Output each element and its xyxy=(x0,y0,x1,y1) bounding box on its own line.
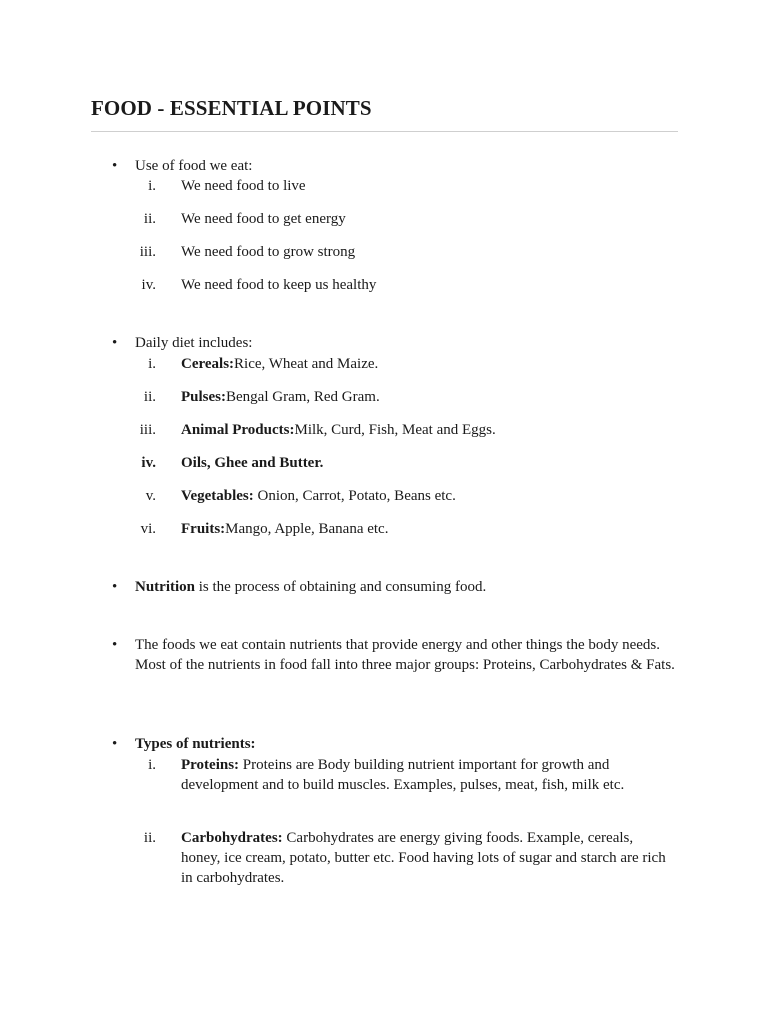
list-number: iv. xyxy=(141,455,156,471)
bullet-marker: • xyxy=(112,158,118,174)
bullet-marker: • xyxy=(112,579,118,595)
list-item: We need food to get energy xyxy=(181,211,346,227)
item-text: Proteins are Body building nutrient important for growth and development and to build muscles. Examples, pulses, meat, fish, milk etc. xyxy=(181,757,625,793)
item-term: Proteins: xyxy=(181,757,240,773)
item-term: Fruits: xyxy=(181,521,226,537)
bullet-marker: • xyxy=(112,736,118,752)
item-term: Carbohydrates: xyxy=(181,830,283,846)
nutrients-paragraph: The foods we eat contain nutrients that provide energy and other things the body needs. Most of the nutrients in food fall into three major groups: Proteins, Carbohydrates & Fats. xyxy=(135,637,675,673)
diet-heading: Daily diet includes: xyxy=(135,335,253,351)
list-number: iii. xyxy=(139,244,156,260)
nutrition-definition xyxy=(135,577,680,597)
bullet-marker: • xyxy=(112,335,118,351)
list-number: ii. xyxy=(143,389,156,405)
list-item: We need food to keep us healthy xyxy=(181,277,377,293)
uses-heading: Use of food we eat: xyxy=(135,158,253,174)
list-number: iv. xyxy=(141,277,156,293)
item-text: Carbohydrates are energy giving foods. Example, cereals, honey, ice cream, potato, butter etc. Food having lots of sugar and starch are rich in carbohydrates. xyxy=(181,830,666,886)
item-term: Oils, Ghee and Butter. xyxy=(181,455,324,471)
page-title: FOOD - ESSENTIAL POINTS xyxy=(91,96,372,120)
item-text: Rice, Wheat and Maize. xyxy=(234,356,379,372)
list-item xyxy=(181,486,676,506)
list-item xyxy=(181,387,676,407)
item-term: Vegetables: xyxy=(181,488,254,504)
item-text: Milk, Curd, Fish, Meat and Eggs. xyxy=(294,422,496,438)
list-item xyxy=(181,755,673,795)
item-term: Animal Products: xyxy=(181,422,295,438)
item-term: Pulses: xyxy=(181,389,226,405)
item-text: Mango, Apple, Banana etc. xyxy=(225,521,389,537)
list-number: i. xyxy=(148,178,156,194)
title-divider xyxy=(91,131,678,132)
list-number: ii. xyxy=(143,211,156,227)
list-item xyxy=(181,354,676,374)
list-item: We need food to live xyxy=(181,178,306,194)
item-text: Onion, Carrot, Potato, Beans etc. xyxy=(253,488,456,504)
list-item xyxy=(181,453,676,473)
types-heading: Types of nutrients: xyxy=(135,736,256,752)
list-item xyxy=(181,519,676,539)
list-item xyxy=(181,420,676,440)
list-number: vi. xyxy=(140,521,156,537)
nutrition-text: is the process of obtaining and consuming food. xyxy=(195,579,487,595)
list-number: ii. xyxy=(143,830,156,846)
list-number: iii. xyxy=(139,422,156,438)
nutrition-term: Nutrition xyxy=(135,579,195,595)
list-item: We need food to grow strong xyxy=(181,244,356,260)
list-number: v. xyxy=(145,488,156,504)
bullet-marker: • xyxy=(112,637,118,653)
item-text: Bengal Gram, Red Gram. xyxy=(226,389,380,405)
item-term: Cereals: xyxy=(181,356,235,372)
list-number: i. xyxy=(148,356,156,372)
list-item xyxy=(181,828,666,888)
list-number: i. xyxy=(148,757,156,773)
